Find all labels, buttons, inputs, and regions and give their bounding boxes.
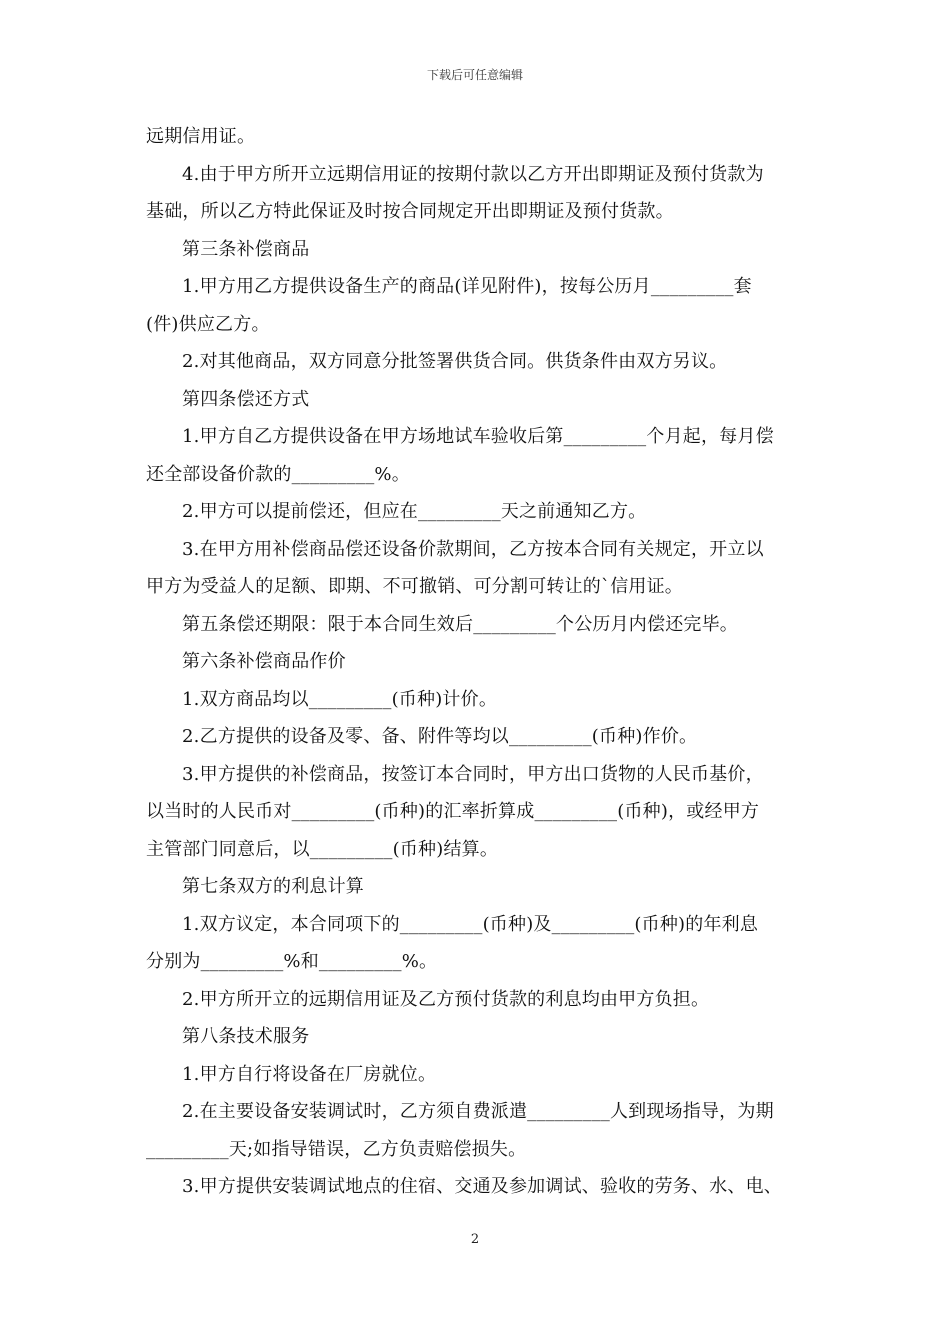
section-heading: 第五条偿还期限：限于本合同生效后_________个公历月内偿还完毕。 — [182, 613, 738, 635]
text-line: 2.甲方所开立的远期信用证及乙方预付货款的利息均由甲方负担。 — [182, 988, 710, 1010]
section-heading: 第三条补偿商品 — [182, 238, 310, 260]
text-line: 4.由于甲方所开立远期信用证的按期付款以乙方开出即期证及预付货款为 — [182, 163, 764, 185]
text-line: 基础，所以乙方特此保证及时按合同规定开出即期证及预付货款。 — [146, 201, 674, 222]
document-body — [146, 118, 808, 1206]
text-line: 1.甲方自行将设备在厂房就位。 — [182, 1063, 437, 1085]
text-line: 2.乙方提供的设备及零、备、附件等均以_________(币种)作价。 — [182, 726, 698, 747]
text-line: 2.在主要设备安装调试时，乙方须自费派遣_________人到现场指导，为期 — [182, 1101, 774, 1122]
section-heading: 第七条双方的利息计算 — [182, 876, 364, 897]
text-line: 2.对其他商品，双方同意分批签署供货合同。供货条件由双方另议。 — [182, 351, 728, 372]
text-line: 还全部设备价款的_________%。 — [146, 463, 410, 485]
text-line: 3.在甲方用补偿商品偿还设备价款期间，乙方按本合同有关规定，开立以 — [182, 538, 764, 560]
text-line: 1.甲方自乙方提供设备在甲方场地试车验收后第_________个月起，每月偿 — [182, 426, 774, 447]
text-line: 1.甲方用乙方提供设备生产的商品(详见附件)，按每公历月_________套 — [182, 276, 752, 297]
text-line: 2.甲方可以提前偿还，但应在_________天之前通知乙方。 — [182, 501, 647, 522]
text-line: 主管部门同意后，以_________(币种)结算。 — [146, 838, 499, 860]
page-header-note: 下载后可任意编辑 — [426, 68, 523, 82]
text-line: 分别为_________%和_________%。 — [146, 951, 438, 972]
text-line: 以当时的人民币对_________(币种)的汇率折算成_________(币种)，或经甲方 — [146, 801, 760, 822]
text-line: _________天;如指导错误，乙方负责赔偿损失。 — [146, 1138, 527, 1160]
page-number: 2 — [470, 1232, 480, 1247]
text-line: (件)供应乙方。 — [146, 313, 270, 335]
text-line: 1.双方议定，本合同项下的_________(币种)及_________(币种)的年利息 — [182, 913, 759, 935]
section-heading: 第八条技术服务 — [182, 1026, 310, 1047]
section-heading: 第六条补偿商品作价 — [182, 651, 346, 672]
text-line: 3.甲方提供的补偿商品，按签订本合同时，甲方出口货物的人民币基价， — [182, 763, 764, 785]
text-line: 甲方为受益人的足额、即期、不可撤销、可分割可转让的`信用证。 — [146, 576, 683, 597]
section-heading: 第四条偿还方式 — [182, 388, 310, 410]
text-line: 1.双方商品均以_________(币种)计价。 — [182, 688, 498, 710]
text-line: 3.甲方提供安装调试地点的住宿、交通及参加调试、验收的劳务、水、电、 — [182, 1176, 782, 1197]
text-line: 远期信用证。 — [146, 126, 256, 147]
